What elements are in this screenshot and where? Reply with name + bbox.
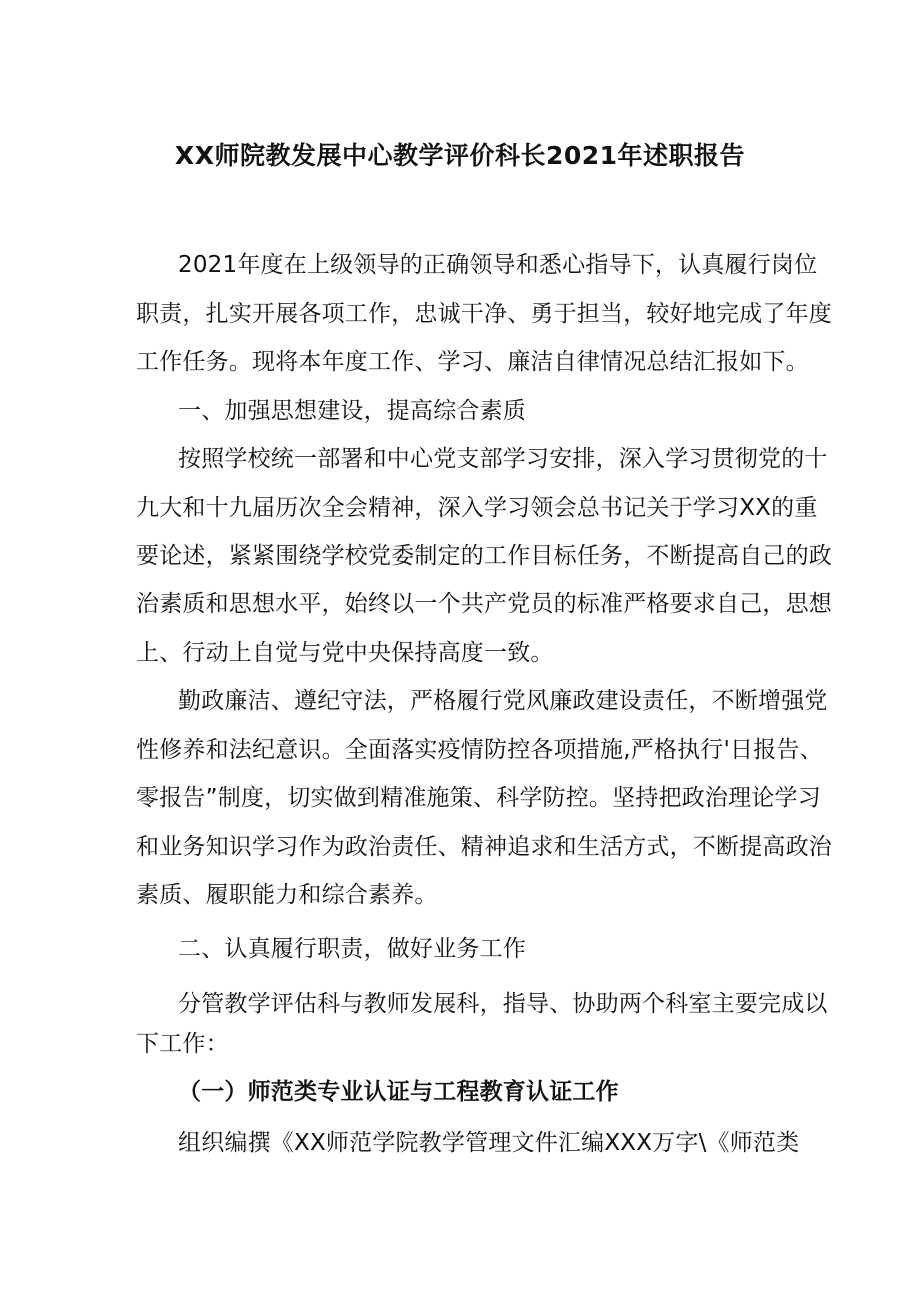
- paragraph-line: 下工作：: [136, 1031, 229, 1057]
- paragraph-line: 工作任务。现将本年度工作、学习、廉洁自律情况总结汇报如下。: [136, 349, 809, 375]
- paragraph-line: 九大和十九届历次全会精神，深入学习领会总书记关于学习XX的重: [136, 495, 818, 521]
- paragraph-line: 素质、履职能力和综合素养。: [136, 882, 438, 908]
- paragraph-line: 组织编撰《XX师范学院教学管理文件汇编XXX万字\《师范类: [178, 1130, 800, 1156]
- paragraph-line: 职责，扎实开展各项工作，忠诚干净、勇于担当，较好地完成了年度: [136, 301, 832, 327]
- paragraph-line: 性修养和法纪意识。全面落实疫情防控各项措施,严格执行'日报告、: [136, 737, 823, 763]
- paragraph-line: 分管教学评估科与教师发展科，指导、协助两个科室主要完成以: [178, 991, 828, 1017]
- paragraph-line: 零报告”制度，切实做到精准施策、科学防控。坚持把政治理论学习: [136, 785, 821, 811]
- section-heading: 二、认真履行职责，做好业务工作: [178, 936, 526, 962]
- document-title: XX师院教发展中心教学评价科长2021年述职报告: [174, 141, 746, 170]
- paragraph-line: 勤政廉洁、遵纪守法，严格履行党风廉政建设责任，不断增强党: [178, 688, 828, 714]
- subsection-heading: （一）师范类专业认证与工程教育认证工作: [178, 1079, 619, 1105]
- paragraph-line: 按照学校统一部署和中心党支部学习安排，深入学习贯彻党的十: [178, 446, 828, 472]
- paragraph-line: 和业务知识学习作为政治责任、精神追求和生活方式，不断提高政治: [136, 834, 832, 860]
- paragraph-line: 治素质和思想水平，始终以一个共产党员的标准严格要求自己，思想: [136, 591, 832, 617]
- section-heading: 一、加强思想建设，提高综合素质: [178, 398, 526, 424]
- paragraph-line: 2021年度在上级领导的正确领导和悉心指导下，认真履行岗位: [178, 252, 818, 278]
- paragraph-line: 上、行动上自觉与党中央保持高度一致。: [136, 640, 554, 666]
- paragraph-line: 要论述，紧紧围绕学校党委制定的工作目标任务，不断提高自己的政: [136, 543, 832, 569]
